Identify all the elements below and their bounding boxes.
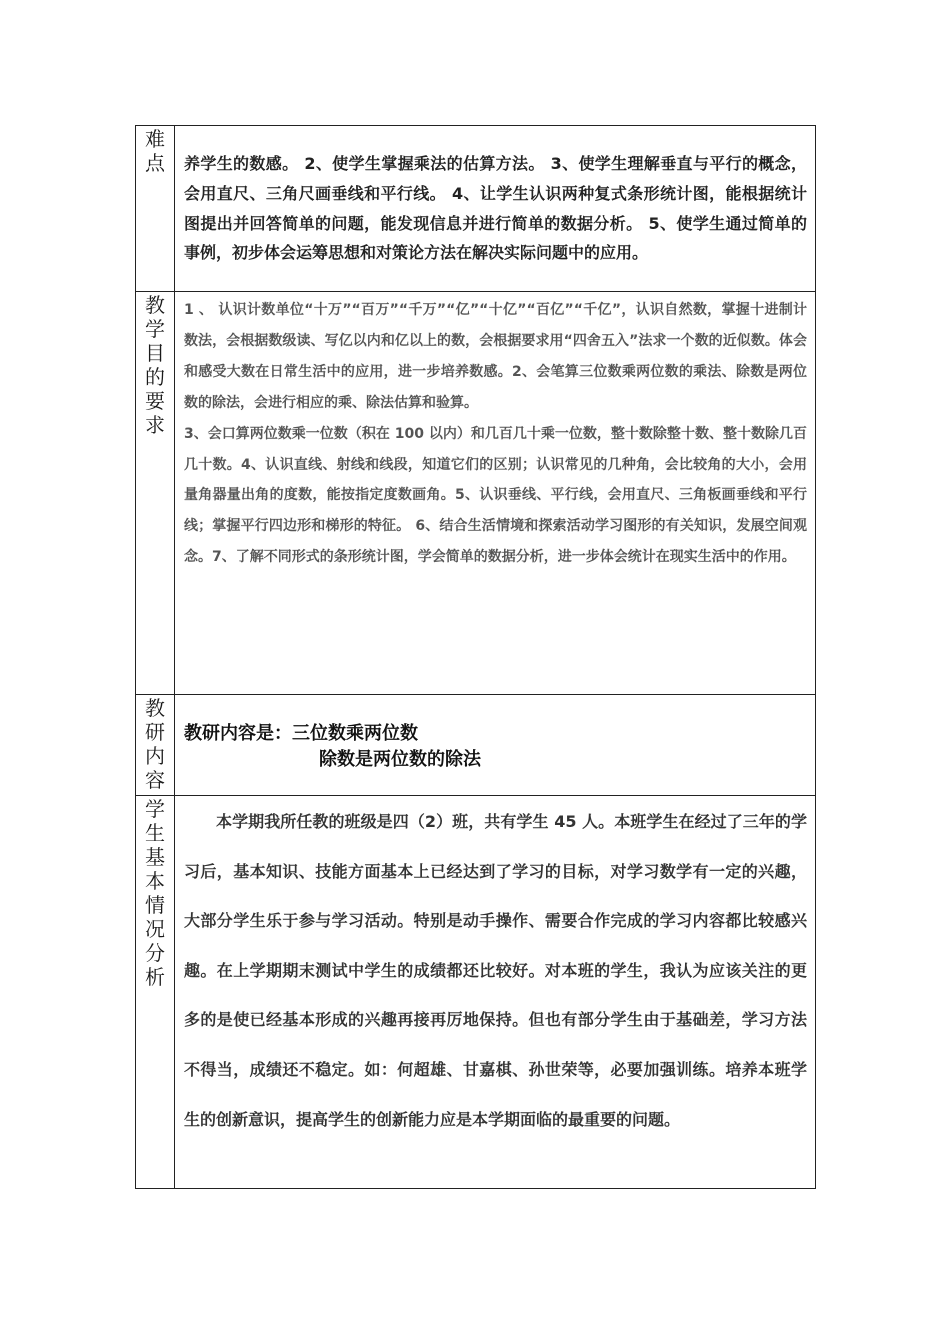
row-content-cell: [175, 126, 816, 292]
row-label-teaching-goals: 教 学 目 的 要 求: [145, 293, 165, 437]
row-content-cell: [175, 796, 816, 1189]
table-row-teaching-goals: [136, 292, 816, 695]
row-label-cell: [136, 126, 175, 292]
row-label-student-analysis: 学 生 基 本 情 况 分 析: [145, 797, 165, 989]
goals-paragraph-2: 3、会口算两位数乘一位数（积在 100 以内）和几百几十乘一位数，整十数除整十数、整十数除几百几十数。4、认识直线、射线和线段，知道它们的区别；认识常见的几种角，会比较角的大小，会用量角器量出角的度数，能按指定度数画角。5、认识垂线、平行线，会用直尺、三角板画垂线和平行线；掌握平行四边形和梯形的特征。 6、结合生活情境和探索活动学习图形的有关知识，发展空间观念。7、了解不同形式的条形统计图，学会简单的数据分析，进一步体会统计在现实生活中的作用。: [184, 425, 807, 566]
row-label-research-content: 教 研 内 容: [145, 696, 165, 792]
research-line-2: 除数是两位数的除法: [319, 749, 481, 770]
table-row-difficulties: [136, 126, 816, 292]
table-row-student-analysis: [136, 796, 816, 1189]
research-content-text: [175, 695, 815, 773]
student-analysis-text: [175, 796, 815, 1144]
goals-paragraph-1: 1 、 认识计数单位“十万”“百万”“千万”“亿”“十亿”“百亿”“千亿”，认识自然数，掌握十进制计数法，会根据数级读、写亿以内和亿以上的数，会根据要求用“四舍五入”法求一个数的近似数。体会和感受大数在日常生活中的应用，进一步培养数感。2、会笔算三位数乘两位数的乘法、除数是两位数的除法，会进行相应的乘、除法估算和验算。: [184, 302, 807, 411]
research-line-1: 教研内容是：三位数乘两位数: [184, 723, 418, 744]
row-label-cell: [136, 695, 175, 796]
teaching-goals-text: [175, 292, 815, 573]
row-content-cell: [175, 292, 816, 695]
row-label-cell: [136, 292, 175, 695]
row-label-difficulties: 难 点: [145, 127, 165, 175]
table-row-research-content: [136, 695, 816, 796]
row-label-cell: [136, 796, 175, 1189]
plan-table: [135, 125, 816, 1189]
analysis-paragraph: 本学期我所任教的班级是四（2）班，共有学生 45 人。本班学生在经过了三年的学习后，基本知识、技能方面基本上已经达到了学习的目标，对学习数学有一定的兴趣，大部分学生乐于参与学习活动。特别是动手操作、需要合作完成的学习内容都比较感兴趣。在上学期期末测试中学生的成绩都还比较好。对本班的学生，我认为应该关注的更多的是使已经基本形成的兴趣再接再厉地保持。但也有部分学生由于基础差，学习方法不得当，成绩还不稳定。如：何超雄、甘嘉棋、孙世荣等，必要加强训练。培养本班学生的创新意识，提高学生的创新能力应是本学期面临的最重要的问题。: [184, 812, 807, 1129]
row-content-cell: [175, 695, 816, 796]
difficulties-text: 养学生的数感。 2、使学生掌握乘法的估算方法。 3、使学生理解垂直与平行的概念，会用直尺、三角尺画垂线和平行线。 4、让学生认识两种复式条形统计图，能根据统计图提出并回答简单的问题，能发现信息并进行简单的数据分析。 5、使学生通过简单的事例，初步体会运筹思想和对策论方法在解决实际问题中的应用。: [184, 154, 807, 263]
